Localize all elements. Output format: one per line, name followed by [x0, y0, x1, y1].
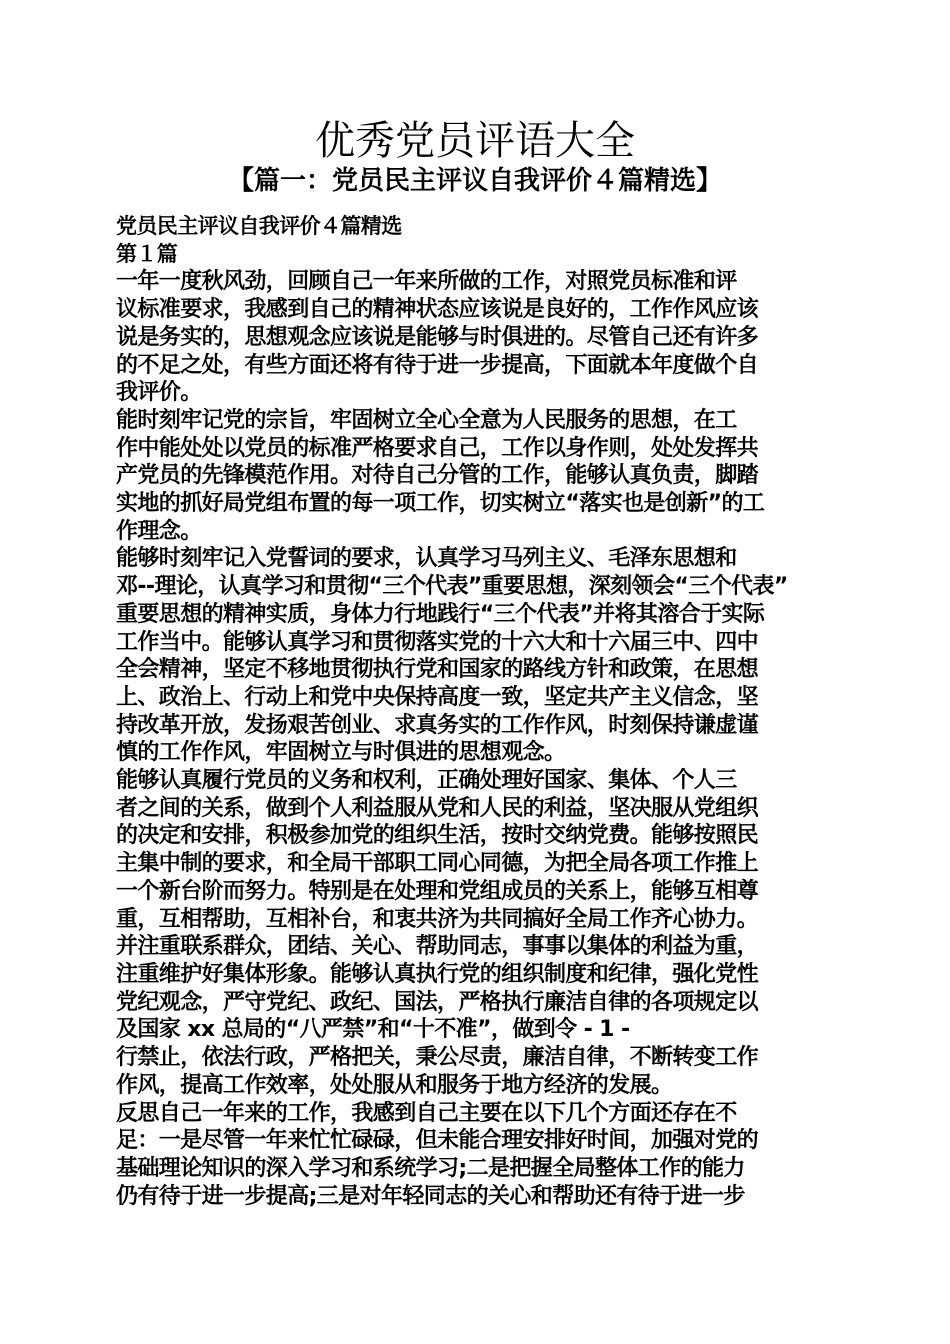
text-line: 的不足之处，有些方面还将有待于进一步提高，下面就本年度做个自 [116, 352, 759, 378]
text-line: 重要思想的精神实质，身体力行地践行“三个代表”并将其溶合于实际 [116, 601, 765, 627]
text-line: 的决定和安排，积极参加党的组织生活，按时交纳党费。能够按照民 [116, 823, 759, 849]
text-line: 仍有待于进一步提高;三是对年轻同志的关心和帮助还有待于进一步 [116, 1183, 745, 1209]
text-line: 全会精神，坚定不移地贯彻执行党和国家的路线方针和政策，在思想 [116, 657, 759, 683]
text-line: 及国家 xx 总局的“八严禁”和“十不准”，做到令 - 1 - [116, 1017, 630, 1043]
text-line: 主集中制的要求，和全局干部职工同心同德，为把全局各项工作推上 [116, 851, 759, 877]
text-line: 能够认真履行党员的义务和权利，正确处理好国家、集体、个人三 [116, 768, 737, 794]
text-line: 说是务实的，思想观念应该说是能够与时俱进的。尽管自己还有许多 [116, 324, 759, 350]
text-line: 反思自己一年来的工作，我感到自己主要在以下几个方面还存在不 [116, 1100, 737, 1126]
text-line: 者之间的关系，做到个人利益服从党和人民的利益，坚决服从党组织 [116, 795, 759, 821]
text-line: 上、政治上、行动上和党中央保持高度一致，坚定共产主义信念，坚 [116, 684, 759, 710]
text-line: 足：一是尽管一年来忙忙碌碌，但未能合理安排好时间，加强对党的 [116, 1128, 759, 1154]
document-subtitle: 【篇一：党员民主评议自我评价４篇精选】 [227, 166, 722, 196]
text-line: 作风，提高工作效率，处处服从和服务于地方经济的发展。 [116, 1072, 673, 1098]
text-line: 作理念。 [116, 518, 202, 544]
text-line: 行禁止，依法行政，严格把关，秉公尽责，廉洁自律，不断转变工作 [116, 1045, 759, 1071]
text-line: 能够时刻牢记入党誓词的要求，认真学习马列主义、毛泽东思想和 [116, 546, 737, 572]
text-line: 慎的工作作风，牢固树立与时俱进的思想观念。 [116, 740, 566, 766]
text-line: 产党员的先锋模范作用。对待自己分管的工作，能够认真负责，脚踏 [116, 463, 759, 489]
text-line: 持改革开放，发扬艰苦创业、求真务实的工作作风，时刻保持谦虚谨 [116, 712, 759, 738]
text-line: 能时刻牢记党的宗旨，牢固树立全心全意为人民服务的思想，在工 [116, 407, 737, 433]
text-line: 并注重联系群众，团结、关心、帮助同志，事事以集体的利益为重， [116, 934, 759, 960]
text-line: 重，互相帮助，互相补台，和衷共济为共同搞好全局工作齐心协力。 [116, 906, 759, 932]
document-body [116, 213, 836, 1210]
subsection-heading: 第１篇 [116, 241, 178, 266]
text-line: 实地的抓好局党组布置的每一项工作，切实树立“落实也是创新”的工 [116, 491, 765, 517]
text-line: 一个新台阶而努力。特别是在处理和党组成员的关系上，能够互相尊 [116, 878, 759, 904]
text-line: 基础理论知识的深入学习和系统学习;二是把握全局整体工作的能力 [116, 1155, 745, 1181]
text-line: 作中能处处以党员的标准严格要求自己，工作以身作则，处处发挥共 [116, 435, 759, 461]
text-line: 工作当中。能够认真学习和贯彻落实党的十六大和十六届三中、四中 [116, 629, 759, 655]
document-title: 优秀党员评语大全 [315, 118, 635, 164]
text-line: 议标准要求，我感到自己的精神状态应该说是良好的，工作作风应该 [116, 297, 759, 323]
section-heading: 党员民主评议自我评价４篇精选 [116, 214, 402, 238]
text-line: 党纪观念，严守党纪、政纪、国法，严格执行廉洁自律的各项规定以 [116, 989, 759, 1015]
text-line: 邓--理论，认真学习和贯彻“三个代表”重要思想，深刻领会“三个代表” [116, 574, 788, 600]
text-line: 我评价。 [116, 380, 202, 406]
text-line: 一年一度秋风劲，回顾自己一年来所做的工作，对照党员标准和评 [116, 269, 737, 295]
text-line: 注重维护好集体形象。能够认真执行党的组织制度和纪律，强化党性 [116, 961, 759, 987]
